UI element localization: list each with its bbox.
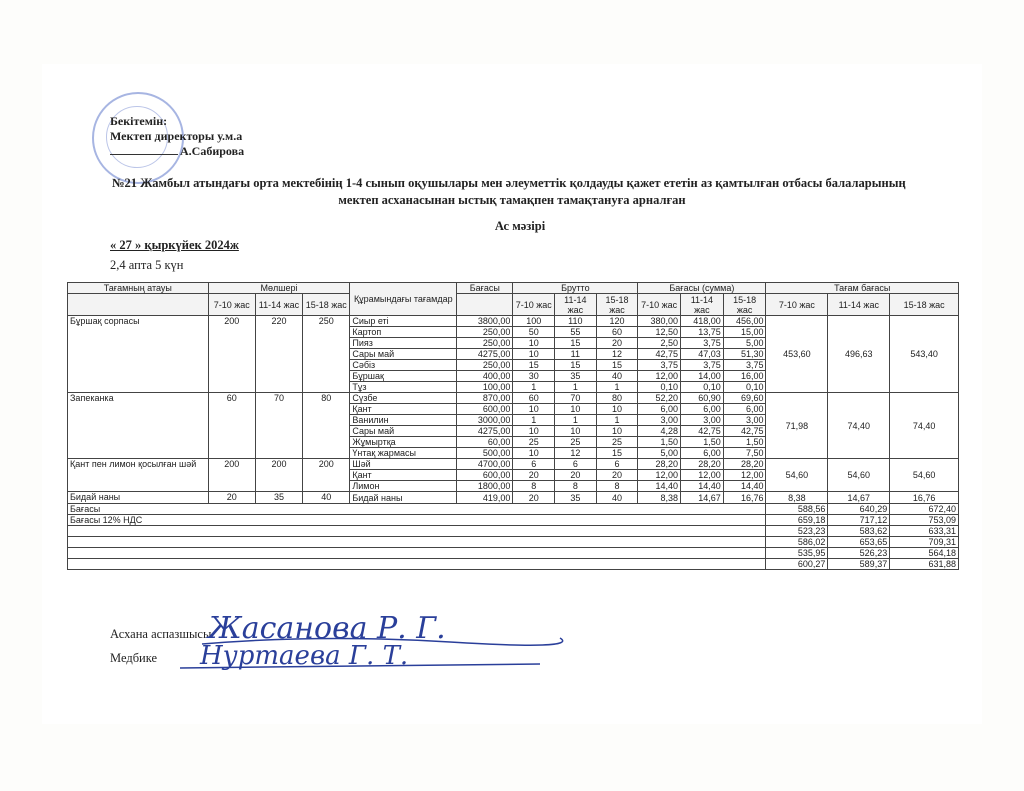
- total-b: 583,62: [828, 526, 890, 537]
- total-label: Бағасы 12% НДС: [68, 515, 766, 526]
- sum-a: 12,00: [638, 470, 681, 481]
- total-b: 526,23: [828, 548, 890, 559]
- total-row: [68, 515, 959, 526]
- sum-c: 6,00: [723, 404, 766, 415]
- sum-c: 16,00: [723, 371, 766, 382]
- gross-b: 10: [555, 426, 597, 437]
- approval-signature-line: [110, 154, 178, 155]
- menu-table: [67, 282, 959, 570]
- ingredient-price: 100,00: [457, 382, 513, 393]
- dish-amount-a: 60: [208, 393, 255, 459]
- gross-c: 8: [596, 481, 638, 492]
- approval-line-3: А.Сабирова: [180, 144, 245, 158]
- dish-price-b: 496,63: [828, 316, 890, 393]
- ingredient-name: Үнтақ жармасы: [350, 448, 457, 459]
- sum-c: 69,60: [723, 393, 766, 404]
- dish-price-c: 16,76: [890, 492, 959, 504]
- gross-a: 6: [513, 459, 555, 470]
- total-row: [68, 537, 959, 548]
- sum-a: 4,28: [638, 426, 681, 437]
- dish-amount-b: 70: [255, 393, 302, 459]
- ingredient-name: Сары май: [350, 426, 457, 437]
- header-gross-age-b: 11-14 жас: [555, 294, 597, 316]
- ingredient-name: Сиыр еті: [350, 316, 457, 327]
- gross-a: 50: [513, 327, 555, 338]
- sum-b: 42,75: [681, 426, 724, 437]
- gross-a: 25: [513, 437, 555, 448]
- menu-title: Ас мәзірі: [494, 219, 546, 233]
- ingredient-price: 250,00: [457, 360, 513, 371]
- total-label: Бағасы: [68, 504, 766, 515]
- sum-b: 12,00: [681, 470, 724, 481]
- table-row: [68, 316, 959, 327]
- total-row: [68, 548, 959, 559]
- ingredient-price: 250,00: [457, 338, 513, 349]
- gross-a: 30: [513, 371, 555, 382]
- sum-b: 28,20: [681, 459, 724, 470]
- header-age-c: 15-18 жас: [303, 294, 350, 316]
- total-b: 717,12: [828, 515, 890, 526]
- gross-c: 15: [596, 360, 638, 371]
- sum-b: 14,00: [681, 371, 724, 382]
- sum-a: 12,50: [638, 327, 681, 338]
- sum-a: 52,20: [638, 393, 681, 404]
- sum-a: 14,40: [638, 481, 681, 492]
- total-c: 753,09: [890, 515, 959, 526]
- ingredient-price: 3000,00: [457, 415, 513, 426]
- header-age-a: 7-10 жас: [208, 294, 255, 316]
- gross-a: 10: [513, 448, 555, 459]
- sum-a: 6,00: [638, 404, 681, 415]
- sum-b: 14,67: [681, 492, 724, 504]
- ingredient-name: Сүзбе: [350, 393, 457, 404]
- dish-name: Бидай наны: [68, 492, 209, 504]
- dish-price-b: 14,67: [828, 492, 890, 504]
- dish-price-a: 54,60: [766, 459, 828, 492]
- menu-week: 2,4 апта 5 күн: [110, 258, 184, 272]
- gross-b: 11: [555, 349, 597, 360]
- sum-c: 456,00: [723, 316, 766, 327]
- gross-b: 8: [555, 481, 597, 492]
- dish-amount-b: 220: [255, 316, 302, 393]
- total-b: 640,29: [828, 504, 890, 515]
- sum-c: 3,00: [723, 415, 766, 426]
- ingredient-price: 600,00: [457, 404, 513, 415]
- nurse-label: Медбике: [110, 651, 158, 665]
- gross-c: 15: [596, 448, 638, 459]
- dish-price-a: 8,38: [766, 492, 828, 504]
- dish-amount-c: 250: [303, 316, 350, 393]
- ingredient-price: 870,00: [457, 393, 513, 404]
- ingredient-price: 4275,00: [457, 426, 513, 437]
- sum-c: 12,00: [723, 470, 766, 481]
- ingredient-price: 600,00: [457, 470, 513, 481]
- dish-amount-a: 200: [208, 316, 255, 393]
- sum-b: 1,50: [681, 437, 724, 448]
- ingredient-price: 3800,00: [457, 316, 513, 327]
- table-row: [68, 459, 959, 470]
- gross-c: 80: [596, 393, 638, 404]
- total-label: [68, 559, 766, 570]
- sum-c: 7,50: [723, 448, 766, 459]
- ingredient-price: 60,00: [457, 437, 513, 448]
- dish-amount-c: 80: [303, 393, 350, 459]
- nurse-signature-icon: [180, 636, 550, 676]
- ingredient-price: 4275,00: [457, 349, 513, 360]
- menu-date: « 27 » қыркүйек 2024ж: [110, 238, 239, 252]
- gross-b: 10: [555, 404, 597, 415]
- gross-b: 55: [555, 327, 597, 338]
- sum-b: 0,10: [681, 382, 724, 393]
- gross-a: 20: [513, 492, 555, 504]
- dish-price-c: 54,60: [890, 459, 959, 492]
- ingredient-name: Ванилин: [350, 415, 457, 426]
- gross-b: 6: [555, 459, 597, 470]
- total-a: 659,18: [766, 515, 828, 526]
- gross-a: 15: [513, 360, 555, 371]
- total-a: 588,56: [766, 504, 828, 515]
- gross-c: 60: [596, 327, 638, 338]
- gross-b: 70: [555, 393, 597, 404]
- sum-c: 5,00: [723, 338, 766, 349]
- gross-b: 25: [555, 437, 597, 448]
- total-c: 672,40: [890, 504, 959, 515]
- ingredient-price: 4700,00: [457, 459, 513, 470]
- header-dish-price: Тағам бағасы: [766, 283, 959, 294]
- gross-a: 10: [513, 426, 555, 437]
- sum-b: 60,90: [681, 393, 724, 404]
- total-c: 564,18: [890, 548, 959, 559]
- dish-name: Қант пен лимон қосылған шәй: [68, 459, 209, 492]
- gross-b: 35: [555, 371, 597, 382]
- gross-b: 15: [555, 338, 597, 349]
- header-sum-age-c: 15-18 жас: [723, 294, 766, 316]
- approval-line-2: Мектеп директоры у.м.а: [110, 129, 243, 143]
- gross-c: 120: [596, 316, 638, 327]
- dish-price-c: 74,40: [890, 393, 959, 459]
- ingredient-price: 1800,00: [457, 481, 513, 492]
- header-gross-age-a: 7-10 жас: [513, 294, 555, 316]
- header-ingredients: Құрамындағы тағамдар: [350, 283, 457, 316]
- sum-b: 13,75: [681, 327, 724, 338]
- header-price-age-b: 11-14 жас: [828, 294, 890, 316]
- ingredient-name: Лимон: [350, 481, 457, 492]
- sum-a: 2,50: [638, 338, 681, 349]
- gross-c: 12: [596, 349, 638, 360]
- dish-price-c: 543,40: [890, 316, 959, 393]
- gross-c: 10: [596, 404, 638, 415]
- total-label: [68, 537, 766, 548]
- dish-amount-a: 200: [208, 459, 255, 492]
- sum-b: 3,00: [681, 415, 724, 426]
- dish-price-b: 54,60: [828, 459, 890, 492]
- dish-amount-b: 200: [255, 459, 302, 492]
- gross-b: 15: [555, 360, 597, 371]
- header-dish: Тағамның атауы: [68, 283, 209, 294]
- total-a: 586,02: [766, 537, 828, 548]
- header-sum-age-b: 11-14 жас: [681, 294, 724, 316]
- ingredient-name: Жұмыртқа: [350, 437, 457, 448]
- svg-text:Жасанова Р. Г.: Жасанова Р. Г.: [208, 611, 446, 646]
- dish-amount-b: 35: [255, 492, 302, 504]
- gross-c: 6: [596, 459, 638, 470]
- dish-price-a: 71,98: [766, 393, 828, 459]
- gross-a: 10: [513, 404, 555, 415]
- sum-a: 1,50: [638, 437, 681, 448]
- gross-c: 1: [596, 415, 638, 426]
- total-c: 709,31: [890, 537, 959, 548]
- gross-a: 10: [513, 338, 555, 349]
- sum-a: 3,75: [638, 360, 681, 371]
- gross-b: 35: [555, 492, 597, 504]
- sum-b: 3,75: [681, 338, 724, 349]
- sum-a: 5,00: [638, 448, 681, 459]
- header-sum-age-a: 7-10 жас: [638, 294, 681, 316]
- header-price-age-c: 15-18 жас: [890, 294, 959, 316]
- total-b: 589,37: [828, 559, 890, 570]
- approval-block: [110, 114, 244, 159]
- sum-c: 15,00: [723, 327, 766, 338]
- header-gross-age-c: 15-18 жас: [596, 294, 638, 316]
- ingredient-price: 419,00: [457, 492, 513, 504]
- header-price: Бағасы: [457, 283, 513, 294]
- svg-text:Нуртаева Г. Т.: Нуртаева Г. Т.: [200, 641, 409, 671]
- sum-a: 380,00: [638, 316, 681, 327]
- table-row: [68, 492, 959, 504]
- ingredient-price: 250,00: [457, 327, 513, 338]
- sum-b: 47,03: [681, 349, 724, 360]
- approval-line-1: Бекітемін:: [110, 114, 168, 128]
- gross-a: 1: [513, 382, 555, 393]
- gross-b: 1: [555, 382, 597, 393]
- sum-c: 42,75: [723, 426, 766, 437]
- sum-c: 1,50: [723, 437, 766, 448]
- sum-b: 3,75: [681, 360, 724, 371]
- total-label: [68, 548, 766, 559]
- sum-a: 42,75: [638, 349, 681, 360]
- ingredient-price: 400,00: [457, 371, 513, 382]
- sum-c: 14,40: [723, 481, 766, 492]
- dish-price-b: 74,40: [828, 393, 890, 459]
- dish-amount-c: 40: [303, 492, 350, 504]
- cook-label: Асхана аспазшысы: [110, 627, 212, 641]
- gross-b: 1: [555, 415, 597, 426]
- ingredient-name: Тұз: [350, 382, 457, 393]
- dish-name: Запеканка: [68, 393, 209, 459]
- gross-a: 1: [513, 415, 555, 426]
- total-b: 653,65: [828, 537, 890, 548]
- total-a: 523,23: [766, 526, 828, 537]
- ingredient-name: Сары май: [350, 349, 457, 360]
- header-amount: Мөлшері: [208, 283, 350, 294]
- total-c: 631,88: [890, 559, 959, 570]
- dish-price-a: 453,60: [766, 316, 828, 393]
- total-a: 600,27: [766, 559, 828, 570]
- total-row: [68, 559, 959, 570]
- document-title-line-1: №21 Жамбыл атындағы орта мектебінің 1-4 сынып оқушылары мен әлеуметтік қолдауды қажет ететін аз қамтылған отбасы балаларының: [112, 176, 906, 190]
- sum-c: 16,76: [723, 492, 766, 504]
- gross-b: 12: [555, 448, 597, 459]
- sum-c: 3,75: [723, 360, 766, 371]
- sum-a: 3,00: [638, 415, 681, 426]
- gross-b: 20: [555, 470, 597, 481]
- sum-c: 0,10: [723, 382, 766, 393]
- sum-a: 12,00: [638, 371, 681, 382]
- ingredient-name: Бұршақ: [350, 371, 457, 382]
- gross-a: 8: [513, 481, 555, 492]
- gross-c: 20: [596, 338, 638, 349]
- header-sum: Бағасы (сумма): [638, 283, 766, 294]
- ingredient-name: Сәбіз: [350, 360, 457, 371]
- ingredient-name: Пияз: [350, 338, 457, 349]
- total-a: 535,95: [766, 548, 828, 559]
- ingredient-name: Қант: [350, 470, 457, 481]
- sum-b: 6,00: [681, 448, 724, 459]
- sum-b: 14,40: [681, 481, 724, 492]
- total-row: [68, 504, 959, 515]
- gross-a: 20: [513, 470, 555, 481]
- header-age-b: 11-14 жас: [255, 294, 302, 316]
- gross-a: 10: [513, 349, 555, 360]
- sum-a: 28,20: [638, 459, 681, 470]
- ingredient-name: Шәй: [350, 459, 457, 470]
- sum-b: 418,00: [681, 316, 724, 327]
- sum-a: 0,10: [638, 382, 681, 393]
- ingredient-price: 500,00: [457, 448, 513, 459]
- total-label: [68, 526, 766, 537]
- gross-b: 110: [555, 316, 597, 327]
- total-c: 633,31: [890, 526, 959, 537]
- ingredient-name: Қант: [350, 404, 457, 415]
- header-gross: Брутто: [513, 283, 638, 294]
- gross-c: 20: [596, 470, 638, 481]
- total-row: [68, 526, 959, 537]
- header-price-age-a: 7-10 жас: [766, 294, 828, 316]
- sum-c: 51,30: [723, 349, 766, 360]
- document-title-line-2: мектеп асханасынан ыстық тамақпен тамақтануға арналған: [338, 193, 686, 207]
- gross-c: 10: [596, 426, 638, 437]
- dish-amount-a: 20: [208, 492, 255, 504]
- sum-c: 28,20: [723, 459, 766, 470]
- gross-a: 60: [513, 393, 555, 404]
- dish-amount-c: 200: [303, 459, 350, 492]
- ingredient-name: Бидай наны: [350, 492, 457, 504]
- sum-a: 8,38: [638, 492, 681, 504]
- gross-a: 100: [513, 316, 555, 327]
- ingredient-name: Картоп: [350, 327, 457, 338]
- gross-c: 25: [596, 437, 638, 448]
- gross-c: 1: [596, 382, 638, 393]
- sum-b: 6,00: [681, 404, 724, 415]
- dish-name: Бұршақ сорпасы: [68, 316, 209, 393]
- table-row: [68, 393, 959, 404]
- gross-c: 40: [596, 492, 638, 504]
- gross-c: 40: [596, 371, 638, 382]
